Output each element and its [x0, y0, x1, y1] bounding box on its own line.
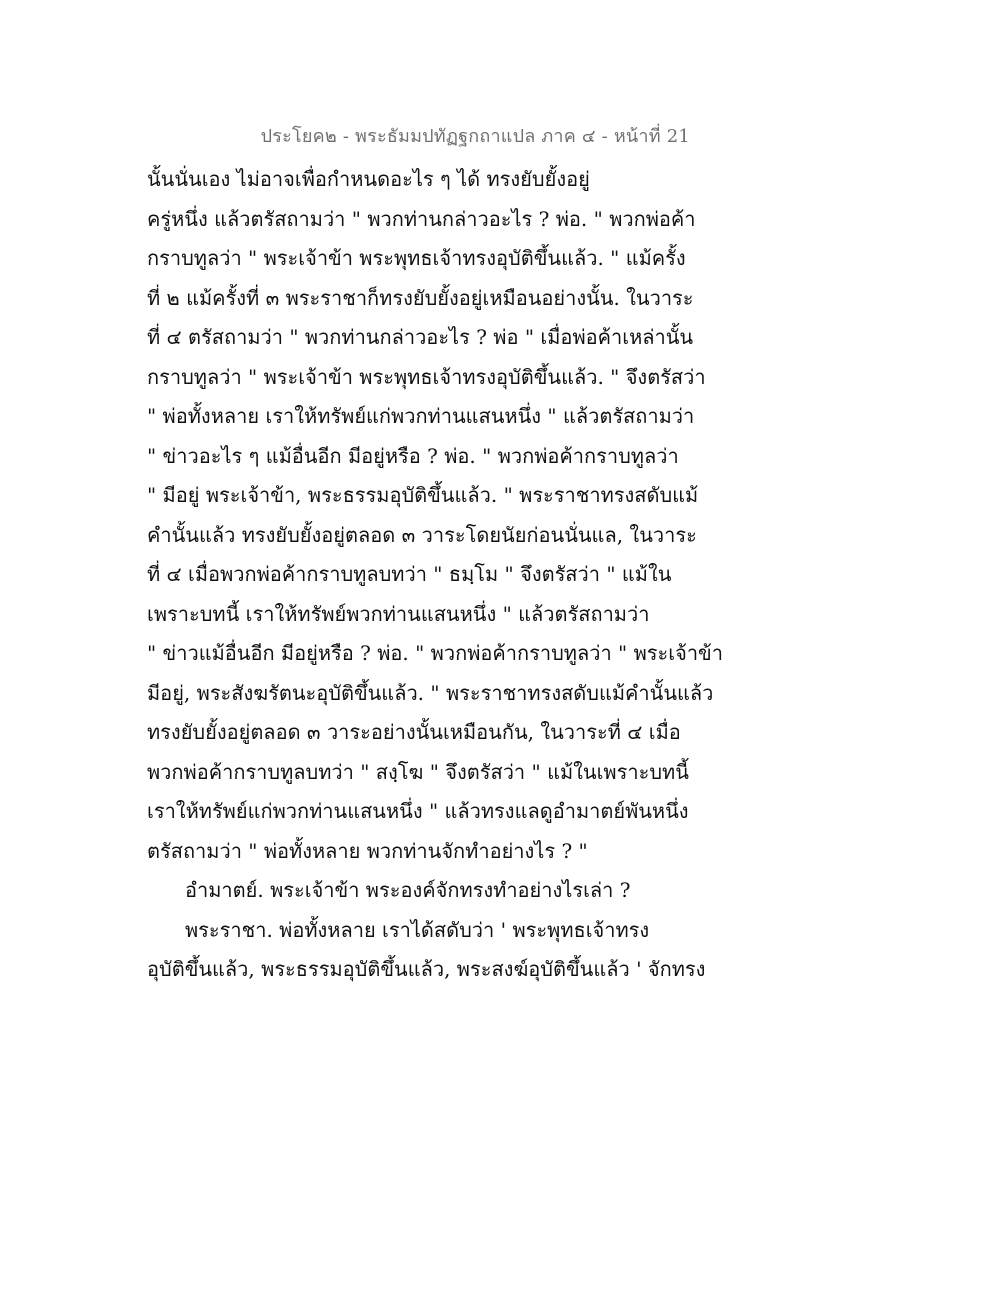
- text-line: ที่ ๒ แม้ครั้งที่ ๓ พระราชาก็ทรงยับยั้งอยู่เหมือนอย่างนั้น. ในวาระ: [147, 285, 694, 310]
- text-line: " มีอยู่ พระเจ้าข้า, พระธรรมอุบัติขึ้นแล้ว. " พระราชาทรงสดับแม้: [147, 483, 699, 507]
- body-text: [147, 160, 723, 990]
- text-line: เพราะบทนี้ เราให้ทรัพย์พวกท่านแสนหนึ่ง " แล้วตรัสถามว่า: [147, 601, 650, 626]
- text-line: " ข่าวแม้อื่นอีก มีอยู่หรือ ? พ่อ. " พวกพ่อค้ากราบทูลว่า " พระเจ้าข้า: [147, 641, 723, 665]
- dialogue-line-minister: อำมาตย์. พระเจ้าข้า พระองค์จักทรงทำอย่างไรเล่า ?: [185, 878, 631, 902]
- text-line: กราบทูลว่า " พระเจ้าข้า พระพุทธเจ้าทรงอุบัติขึ้นแล้ว. " จึงตรัสว่า: [147, 364, 706, 389]
- dialogue-line-king: พระราชา. พ่อทั้งหลาย เราได้สดับว่า ' พระพุทธเจ้าทรง: [185, 917, 650, 942]
- text-line: " พ่อทั้งหลาย เราให้ทรัพย์แก่พวกท่านแสนหนึ่ง " แล้วตรัสถามว่า: [147, 404, 695, 428]
- text-line: ที่ ๔ เมื่อพวกพ่อค้ากราบทูลบทว่า " ธมฺโม " จึงตรัสว่า " แม้ใน: [147, 562, 672, 586]
- text-line: " ข่าวอะไร ๆ แม้อื่นอีก มีอยู่หรือ ? พ่อ. " พวกพ่อค้ากราบทูลว่า: [147, 443, 679, 468]
- text-line: กราบทูลว่า " พระเจ้าข้า พระพุทธเจ้าทรงอุบัติขึ้นแล้ว. " แม้ครั้ง: [147, 246, 686, 270]
- text-line: ครู่หนึ่ง แล้วตรัสถามว่า " พวกท่านกล่าวอะไร ? พ่อ. " พวกพ่อค้า: [147, 206, 696, 231]
- text-line: ทรงยับยั้งอยู่ตลอด ๓ วาระอย่างนั้นเหมือนกัน, ในวาระที่ ๔ เมื่อ: [147, 720, 681, 744]
- text-line: นั้นนั่นเอง ไม่อาจเพื่อกำหนดอะไร ๆ ได้ ทรงยับยั้งอยู่: [147, 167, 590, 191]
- text-line: ตรัสถามว่า " พ่อทั้งหลาย พวกท่านจักทำอย่างไร ? ": [147, 838, 588, 863]
- text-line: คำนั้นแล้ว ทรงยับยั้งอยู่ตลอด ๓ วาระโดยนัยก่อนนั่นแล, ในวาระ: [147, 522, 697, 547]
- text-line: พวกพ่อค้ากราบทูลบทว่า " สงฺโฆ " จึงตรัสว่า " แม้ในเพราะบทนี้: [147, 759, 689, 784]
- text-line: มีอยู่, พระสังฆรัตนะอุบัติขึ้นแล้ว. " พระราชาทรงสดับแม้คำนั้นแล้ว: [147, 680, 714, 705]
- text-line: เราให้ทรัพย์แก่พวกท่านแสนหนึ่ง " แล้วทรงแลดูอำมาตย์พันหนึ่ง: [147, 799, 689, 823]
- text-line: ที่ ๔ ตรัสถามว่า " พวกท่านกล่าวอะไร ? พ่อ " เมื่อพ่อค้าเหล่านั้น: [147, 325, 694, 349]
- text-line: อุบัติขึ้นแล้ว, พระธรรมอุบัติขึ้นแล้ว, พระสงฆ์อุบัติขึ้นแล้ว ' จักทรง: [147, 957, 706, 981]
- running-header: ประโยค๒ - พระธัมมปทัฏฐกถาแปล ภาค ๔ - หน้าที่ 21: [260, 126, 690, 147]
